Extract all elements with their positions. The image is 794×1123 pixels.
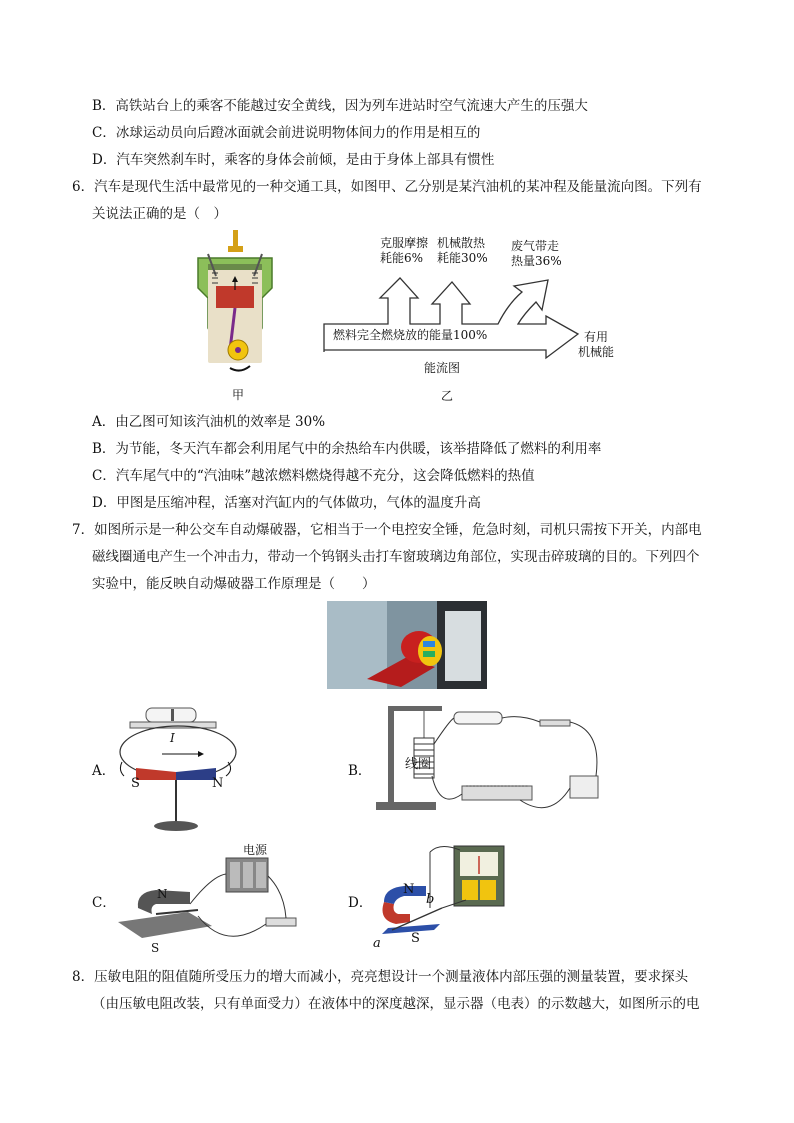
q8-stem-line1: 8．压敏电阻的阻值随所受压力的增大而减小，亮亮想设计一个测量液体内部压强的测量装置，要求探头 xyxy=(72,969,689,985)
q5-option-b: B．高铁站台上的乘客不能越过安全黄线，因为列车进站时空气流速大产生的压强大 xyxy=(92,98,588,114)
exp-c-power-source: 电源 xyxy=(243,843,268,857)
exp-c-label: C． xyxy=(92,895,116,911)
exp-c-s-pole: S xyxy=(151,941,160,955)
exp-a-oersted-figure xyxy=(116,700,240,832)
energy-flow-diagram xyxy=(318,272,618,364)
q6-option-d: D．甲图是压缩冲程，活塞对汽缸内的气体做功，气体的温度升高 xyxy=(92,495,481,511)
flow-label-useful-b: 机械能 xyxy=(578,345,615,359)
exp-d-label: D． xyxy=(348,895,373,911)
exp-d-label-b: b xyxy=(426,892,435,907)
exp-d-label-a: a xyxy=(373,936,381,951)
q6-option-c: C．汽车尾气中的“汽油味”越浓燃料燃烧得越不充分，这会降低燃料的热值 xyxy=(92,468,535,484)
exp-d-s-pole: S xyxy=(411,931,420,946)
flow-caption: 能流图 xyxy=(424,361,461,375)
exp-a-current-label: I xyxy=(170,731,175,745)
q5-option-c: C．冰球运动员向后蹬冰面就会前进说明物体间力的作用是相互的 xyxy=(92,125,481,141)
exp-c-induction-figure xyxy=(116,852,302,952)
flow-label-friction-a: 克服摩擦 xyxy=(380,236,429,250)
exp-a-s-pole: S xyxy=(131,776,140,791)
flow-label-heat-b: 耗能30% xyxy=(437,251,488,265)
q7-stem-line1: 7．如图所示是一种公交车自动爆破器，它相当于一个电控安全锤，危急时刻，司机只需按下开关，内部电 xyxy=(72,522,702,538)
exp-a-label: A． xyxy=(92,763,116,779)
flow-label-exhaust-a: 废气带走 xyxy=(511,239,560,253)
q6-option-a: A．由乙图可知该汽油机的效率是 30% xyxy=(92,414,326,430)
flow-label-friction-b: 耗能6% xyxy=(380,251,424,265)
bus-breaker-photo xyxy=(327,601,487,689)
exp-b-coil-label: 线圈 xyxy=(405,757,432,772)
q8-stem-line2: （由压敏电阻改装，只有单面受力）在液体中的深度越深，显示器（电表）的示数越大，如图所示的电 xyxy=(92,996,700,1012)
flow-label-main: 燃料完全燃烧放的能量100% xyxy=(333,328,488,342)
exp-d-generator-figure xyxy=(370,842,526,952)
flow-label-exhaust-b: 热量36% xyxy=(511,254,562,268)
exp-a-n-pole: N xyxy=(212,776,224,791)
q7-stem-line3: 实验中，能反映自动爆破器工作原理是（ ） xyxy=(92,576,376,592)
flow-label-useful-a: 有用 xyxy=(584,330,609,344)
q7-stem-line2: 磁线圈通电产生一个冲击力，带动一个钨钢头击打车窗玻璃边角部位，实现击碎玻璃的目的。下列四个 xyxy=(92,549,700,565)
fig-label-yi: 乙 xyxy=(441,389,454,403)
exp-b-label: B． xyxy=(348,763,372,779)
engine-stroke-figure xyxy=(190,228,280,376)
q6-stem-line1: 6．汽车是现代生活中最常见的一种交通工具，如图甲、乙分别是某汽油机的某冲程及能量流向图。下列有 xyxy=(72,179,702,195)
q5-option-d: D．汽车突然刹车时，乘客的身体会前倾，是由于身体上部具有惯性 xyxy=(92,152,495,168)
fig-label-jia: 甲 xyxy=(232,388,245,402)
exp-c-n-pole: N xyxy=(157,887,168,901)
flow-label-heat-a: 机械散热 xyxy=(437,236,486,250)
q6-option-b: B．为节能，冬天汽车都会利用尾气中的余热给车内供暖，该举措降低了燃料的利用率 xyxy=(92,441,602,457)
exp-d-n-pole: N xyxy=(403,882,415,897)
q6-stem-line2: 关说法正确的是（ ） xyxy=(92,206,227,222)
